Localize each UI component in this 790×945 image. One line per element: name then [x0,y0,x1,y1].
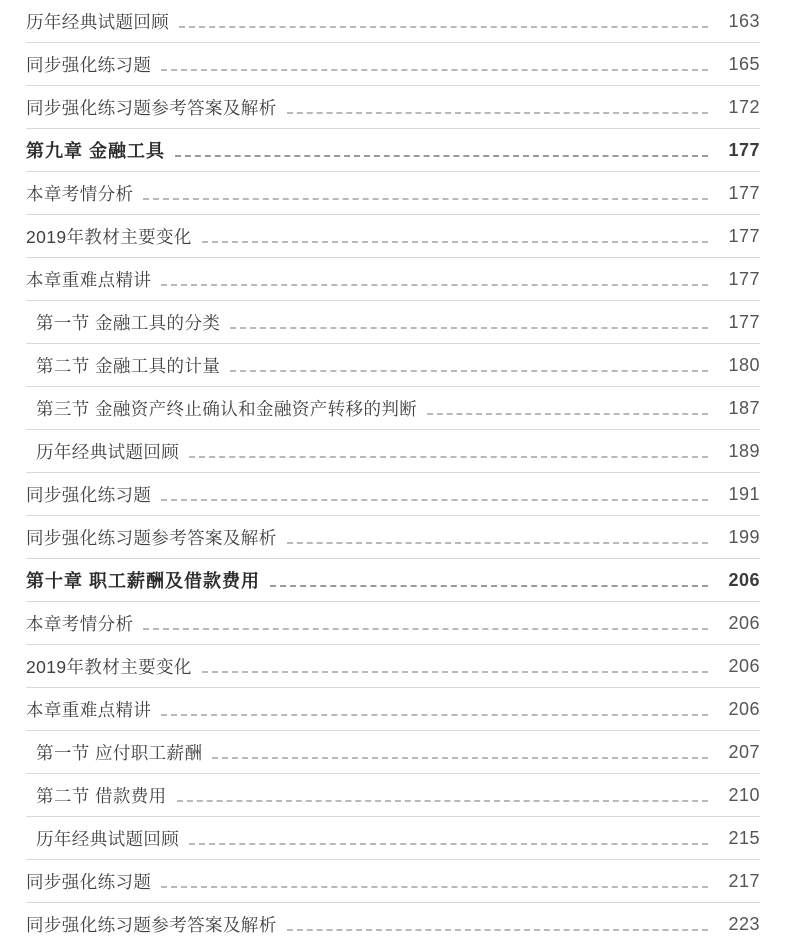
toc-leader-dots [212,756,708,759]
toc-entry-title: 同步强化练习题参考答案及解析 [26,527,277,548]
toc-entry-page-number: 165 [728,53,760,74]
toc-entry-page-number: 177 [728,182,760,203]
toc-entry[interactable] [26,602,760,644]
toc-entry-title: 第一节 金融工具的分类 [36,312,221,333]
toc-entry[interactable] [26,645,760,687]
toc-entry-page-number: 172 [728,96,760,117]
toc-entry[interactable] [26,172,760,214]
toc-leader-dots [287,928,708,931]
toc-leader-dots [143,627,708,630]
toc-entry-page-number: 206 [728,655,760,676]
toc-leader-dots [230,369,708,372]
toc-entry-title: 本章重难点精讲 [26,269,152,290]
toc-entry-title: 第三节 金融资产终止确认和金融资产转移的判断 [36,398,418,419]
toc-entry[interactable] [26,86,760,128]
toc-leader-dots [270,584,708,587]
toc-entry-title: 同步强化练习题 [26,871,152,892]
toc-entry-title: 同步强化练习题 [26,54,152,75]
toc-leader-dots [189,842,708,845]
toc-entry-page-number: 163 [728,10,760,31]
toc-entry[interactable] [26,817,760,859]
toc-leader-dots [143,197,708,200]
toc-leader-dots [161,283,708,286]
toc-leader-dots [161,885,708,888]
toc-entry[interactable] [26,903,760,945]
toc-entry[interactable] [26,387,760,429]
toc-leader-dots [287,541,708,544]
toc-leader-dots [202,240,708,243]
toc-entry-title: 2019年教材主要变化 [26,656,192,677]
toc-entry[interactable] [26,774,760,816]
toc-entry-page-number: 199 [728,526,760,547]
toc-entry[interactable] [26,688,760,730]
toc-entry-page-number: 206 [728,612,760,633]
toc-entry-page-number: 210 [728,784,760,805]
toc-entry[interactable] [26,731,760,773]
toc-entry-page-number: 177 [728,139,760,160]
toc-entry[interactable] [26,860,760,902]
toc-entry[interactable] [26,258,760,300]
toc-entry-page-number: 177 [728,311,760,332]
toc-entry-title: 同步强化练习题参考答案及解析 [26,97,277,118]
toc-entry-title: 本章重难点精讲 [26,699,152,720]
toc-entry-page-number: 217 [728,870,760,891]
toc-entry-page-number: 189 [728,440,760,461]
toc-entry-title: 同步强化练习题参考答案及解析 [26,914,277,935]
toc-entry-page-number: 206 [728,698,760,719]
toc-leader-dots [427,412,708,415]
toc-entry-page-number: 191 [728,483,760,504]
toc-entry-page-number: 177 [728,225,760,246]
toc-leader-dots [179,25,708,28]
toc-entry-title: 历年经典试题回顾 [26,11,170,32]
toc-leader-dots [161,713,708,716]
toc-entry-title: 历年经典试题回顾 [36,828,180,849]
toc-entry-title: 第九章 金融工具 [26,141,166,161]
toc-entry-title: 本章考情分析 [26,183,134,204]
toc-entry-title: 本章考情分析 [26,613,134,634]
toc-entry[interactable] [26,43,760,85]
toc-entry-title: 历年经典试题回顾 [36,441,180,462]
toc-entry-page-number: 206 [728,569,760,590]
toc-entry[interactable] [26,215,760,257]
toc-entry-page-number: 215 [728,827,760,848]
toc-entry-page-number: 207 [728,741,760,762]
toc-leader-dots [202,670,708,673]
toc-entry-title: 第二节 借款费用 [36,785,167,806]
toc-entry[interactable] [26,0,760,42]
toc-entry-page-number: 177 [728,268,760,289]
toc-entry[interactable] [26,430,760,472]
toc-entry-title: 第十章 职工薪酬及借款费用 [26,571,260,591]
toc-entry-title: 第一节 应付职工薪酬 [36,742,203,763]
toc-leader-dots [189,455,708,458]
toc-leader-dots [230,326,708,329]
toc-entry-page-number: 180 [728,354,760,375]
toc-entry-title: 第二节 金融工具的计量 [36,355,221,376]
toc-entry-title: 同步强化练习题 [26,484,152,505]
toc-entry[interactable] [26,516,760,558]
toc-entry[interactable] [26,559,760,601]
toc-leader-dots [161,68,708,71]
toc-entry[interactable] [26,344,760,386]
toc-leader-dots [161,498,708,501]
toc-entry-page-number: 223 [728,913,760,934]
toc-leader-dots [287,111,708,114]
toc-leader-dots [175,154,708,157]
toc-entry-title: 2019年教材主要变化 [26,226,192,247]
toc-entry[interactable] [26,129,760,171]
toc-leader-dots [177,799,708,802]
toc-entry[interactable] [26,301,760,343]
toc-entry[interactable] [26,473,760,515]
toc-entry-page-number: 187 [728,397,760,418]
